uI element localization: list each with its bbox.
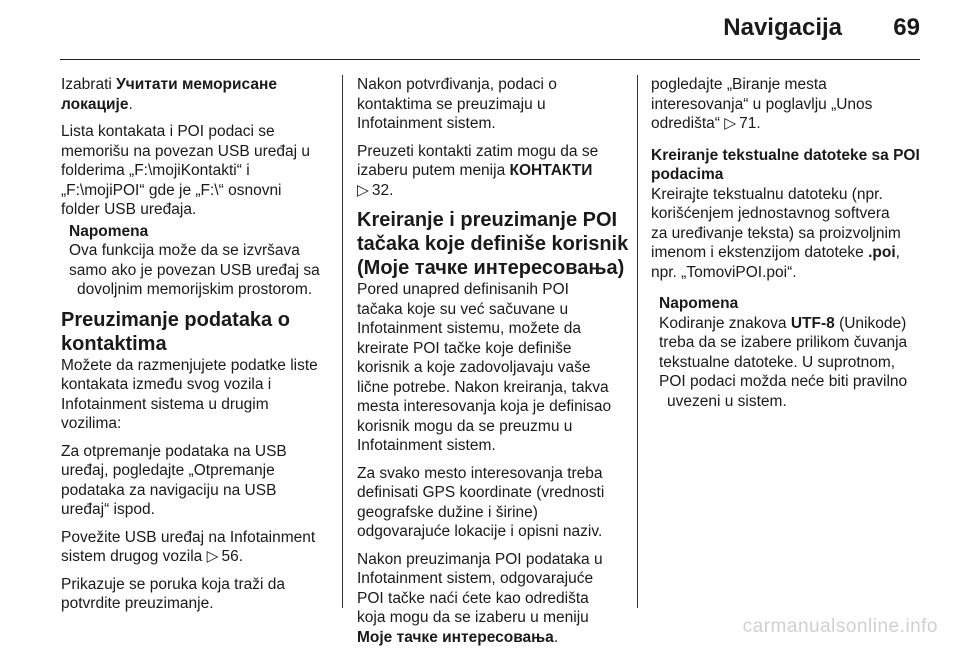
note-box: Napomena Kodiranje znakova UTF-8 (Unikode) treba da se izabere prilikom čuvanja tekstualne datoteke. U suprotnom, POI podaci možda neće biti pravilno uvezeni u sistem. xyxy=(659,294,923,411)
page-reference-arrow-icon: ▷ xyxy=(206,548,219,565)
paragraph-gps: Za svako mesto interesovanja treba definisati GPS koordinate (vrednosti geografske dužine i širine) odgovarajuće lokacije i opisni naziv. xyxy=(357,464,605,540)
column-divider-1 xyxy=(342,75,343,608)
column-1 xyxy=(61,75,339,622)
page-reference-arrow-icon: ▷ xyxy=(357,181,369,199)
column-2 xyxy=(357,75,629,655)
paragraph-confirm: Prikazuje se poruka koja traži da potvrdite preuzimanje. xyxy=(61,575,286,612)
file-extension: .poi xyxy=(868,244,896,261)
header-divider xyxy=(60,59,920,60)
paragraph-storage: Lista kontakata i POI podaci se memorišu na povezan USB uređaj u folderima „F:\mojiKontakti“ i „F:\mojiPOI“ gde je „F:\“ osnovni folder USB uređaja. xyxy=(61,123,310,218)
paragraph-create-file: Kreirajte tekstualnu datoteku (npr. korišćenjem jednostavnog softvera za uređivanje teksta) sa proizvoljnim imenom i ekstenzijom datoteke .poi, npr. „TomoviPOI.poi“. xyxy=(651,185,901,281)
paragraph-exchange: Možete da razmenjujete podatke liste kontakata između svog vozila i Infotainment sistema u drugim vozilima: xyxy=(61,356,318,432)
watermark: carmanualsonline.info xyxy=(742,616,938,637)
menu-name-load-saved: Учитати меморисане xyxy=(116,76,277,93)
page-reference-link[interactable]: 56. xyxy=(221,548,244,565)
paragraph-predefined-poi: Pored unapred definisanih POI tačaka koje su već sačuvane u Infotainment sistemu, možete da kreirate POI tačke koje definiše korisnik a koje zadovoljavaju vaše lične potrebe. Nakon kreiranja, takva mesta interesovanja koja je definisao korisnik mogu da se preuzmu u Infotainment sistem. xyxy=(357,281,612,454)
page-header xyxy=(0,0,960,62)
paragraph-upload: Za otpremanje podataka na USB uređaj, pogledajte „Otpremanje podataka za navigaciju na USB uređaj“ ispod. xyxy=(61,442,287,518)
paragraph-after-download: Nakon preuzimanja POI podataka u Infotainment sistem, odgovarajuće POI tačke naći ćete kao odredišta koja mogu da se izaberu u meniju Моје тачке интересовања. xyxy=(357,550,603,646)
paragraph-connect: Povežite USB uređaj na Infotainment sistem drugog vozila ▷ 56. xyxy=(61,528,316,565)
paragraph-select-saved: Izabrati Учитати меморисане локације. xyxy=(61,76,277,113)
note-title: Napomena xyxy=(69,222,149,240)
encoding-name: UTF-8 xyxy=(790,314,835,332)
paragraph-see-chapter: pogledajte „Biranje mesta interesovanja“ u poglavlju „Unos odredišta“ ▷ 71. xyxy=(651,76,873,132)
page-reference-link[interactable]: 32. xyxy=(371,181,394,199)
page-reference-arrow-icon: ▷ xyxy=(724,115,737,132)
page-reference-link[interactable]: 71. xyxy=(739,115,761,132)
section-title: Navigacija xyxy=(723,14,842,41)
page-number: 69 xyxy=(893,14,920,41)
menu-name-contacts: КОНТАКТИ xyxy=(509,162,593,179)
column-divider-2 xyxy=(637,75,638,608)
heading-create-poi-file: Kreiranje tekstualne datoteke sa POI podacima xyxy=(651,146,920,183)
column-3 xyxy=(651,75,923,419)
paragraph-after-confirm: Nakon potvrđivanja, podaci o kontaktima se preuzimaju u Infotainment sistem. xyxy=(357,76,557,132)
heading-download-contacts: Preuzimanje podataka o kontaktima xyxy=(61,308,290,355)
note-box: Napomena Ova funkcija može da se izvršava samo ako je povezan USB uređaj sa dovoljnim memorijskim prostorom. xyxy=(69,222,339,300)
heading-user-poi: Kreiranje i preuzimanje POI tačaka koje definiše korisnik (Моје тачке интересовања) xyxy=(357,209,629,279)
paragraph-contacts-menu: Preuzeti kontakti zatim mogu da se izaberu putem menija КОНТАКТИ ▷ 32. xyxy=(357,142,599,199)
menu-name-my-poi: Моје тачке интересовања xyxy=(357,628,554,646)
note-title: Napomena xyxy=(659,295,739,312)
